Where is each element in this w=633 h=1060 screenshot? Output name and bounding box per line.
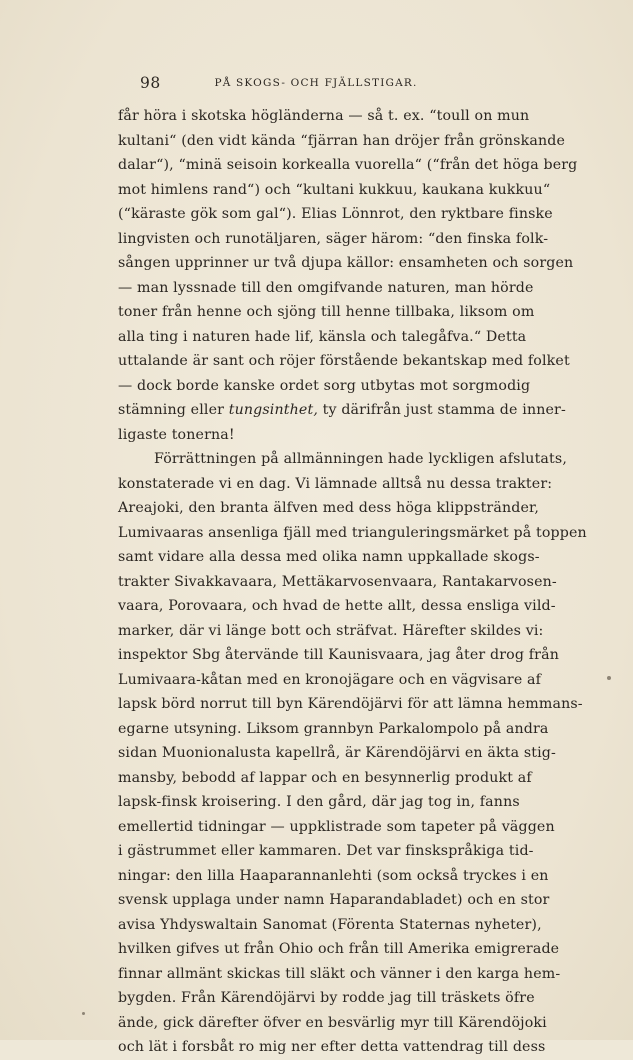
text-line: Förrättningen på allmänningen hade lyckligen afslutats, (154, 451, 567, 467)
text-line: — dock borde kanske ordet sorg utbytas mot sorgmodig (118, 377, 531, 394)
running-title: PÅ SKOGS- OCH FJÄLLSTIGAR. (214, 77, 418, 89)
text-line: uttalande är sant och röjer förstående bekantskap med folket (118, 353, 570, 369)
text-line: finnar allmänt skickas till släkt och vänner i den karga hem- (118, 965, 561, 982)
text-line: — man lyssnade till den omgifvande naturen, man hörde (118, 279, 534, 296)
text-line: egarne utsyning. Liksom grannbyn Parkalompolo på andra (118, 720, 549, 737)
text-line: emellertid tidningar — uppklistrade som tapeter på väggen (118, 818, 555, 835)
text-line: sidan Muonionalusta kapellrå, är Kärendöjärvi en äkta stig- (118, 745, 556, 761)
text-line: avisa Yhdyswaltain Sanomat (Förenta Staternas nyheter), (118, 916, 542, 933)
page-number: 98 (140, 74, 161, 92)
text-line: vaara, Porovaara, och hvad de hette allt, dessa ensliga vild- (118, 598, 556, 614)
text-line: hvilken gifves ut från Ohio och från till Amerika emigrerade (118, 941, 560, 957)
text-line: dalar“), “minä seisoin korkealla vuorella“ (“från det höga berg (118, 157, 578, 173)
text-line: ningar: den lilla Haaparannanlehti (som också tryckes i en (118, 867, 549, 884)
text-line: mot himlens rand“) och “kultani kukkuu, kaukana kukkuu“ (118, 181, 551, 198)
text-line: lapsk börd norrut till byn Kärendöjärvi för att lämna hemmans- (118, 696, 583, 712)
text-line: toner från henne och sjöng till henne tillbaka, liksom om (118, 304, 535, 320)
text-line: marker, där vi länge bott och sträfvat. Härefter skildes vi: (118, 622, 544, 639)
text-line: Lumivaaras ansenliga fjäll med trianguleringsmärket på toppen (118, 524, 587, 541)
text-line: ligaste tonerna! (118, 426, 235, 443)
italic-word: tungsinthet, (228, 402, 318, 418)
body-text (118, 104, 587, 1060)
text-line: får höra i skotska högländerna — så t. ex. “toull on mun (118, 108, 530, 124)
text-line: Areajoki, den branta älfven med dess höga klippstränder, (118, 500, 540, 516)
text-line: alla ting i naturen hade lif, känsla och talegåfva.“ Detta (118, 328, 527, 345)
text-line: i gästrummet eller kammaren. Det var finskspråkiga tid- (118, 843, 534, 859)
text-line: konstaterade vi en dag. Vi lämnade alltså nu dessa trakter: (118, 475, 553, 492)
text-line: sången upprinner ur två djupa källor: ensamheten och sorgen (118, 255, 574, 271)
text-line: trakter Sivakkavaara, Mettäkarvosenvaara, Rantakarvosen- (118, 573, 557, 590)
text-line: och lät i forsbåt ro mig ner efter detta vattendrag till dess (118, 1039, 546, 1055)
paragraph-1 (118, 104, 578, 447)
page-header (140, 74, 492, 96)
paragraph-2 (118, 447, 587, 1060)
text-line: Lumivaara-kåtan med en kronojägare och en vägvisare af (118, 671, 542, 688)
text-line: mansby, bebodd af lappar och en besynnerlig produkt af (118, 769, 532, 786)
text-line: svensk upplaga under namn Haparandabladet) och en stor (118, 892, 550, 908)
text-line: samt vidare alla dessa med olika namn uppkallade skogs- (118, 549, 540, 565)
paper-speck (607, 676, 611, 680)
text-line-with-italic (118, 398, 566, 423)
paper-speck (82, 1012, 85, 1015)
text-line: bygden. Från Kärendöjärvi by rodde jag till träskets öfre (118, 990, 535, 1006)
text-line: inspektor Sbg återvände till Kaunisvaara, jag åter drog från (118, 647, 559, 663)
text-line: lapsk-finsk kroisering. I den gård, där jag tog in, fanns (118, 794, 520, 810)
text-line: ände, gick därefter öfver en besvärlig myr till Kärendöjoki (118, 1014, 547, 1031)
text-line: lingvisten och runotäljaren, säger härom: “den finska folk- (118, 230, 549, 247)
text-line: kultani“ (den vidt kända “fjärran han dröjer från grönskande (118, 132, 566, 149)
line-text: ty därifrån just stamma de inner- (317, 402, 566, 418)
text-line: (“käraste gök som gal“). Elias Lönnrot, den ryktbare finske (118, 206, 553, 222)
line-text: stämning eller (118, 402, 229, 418)
